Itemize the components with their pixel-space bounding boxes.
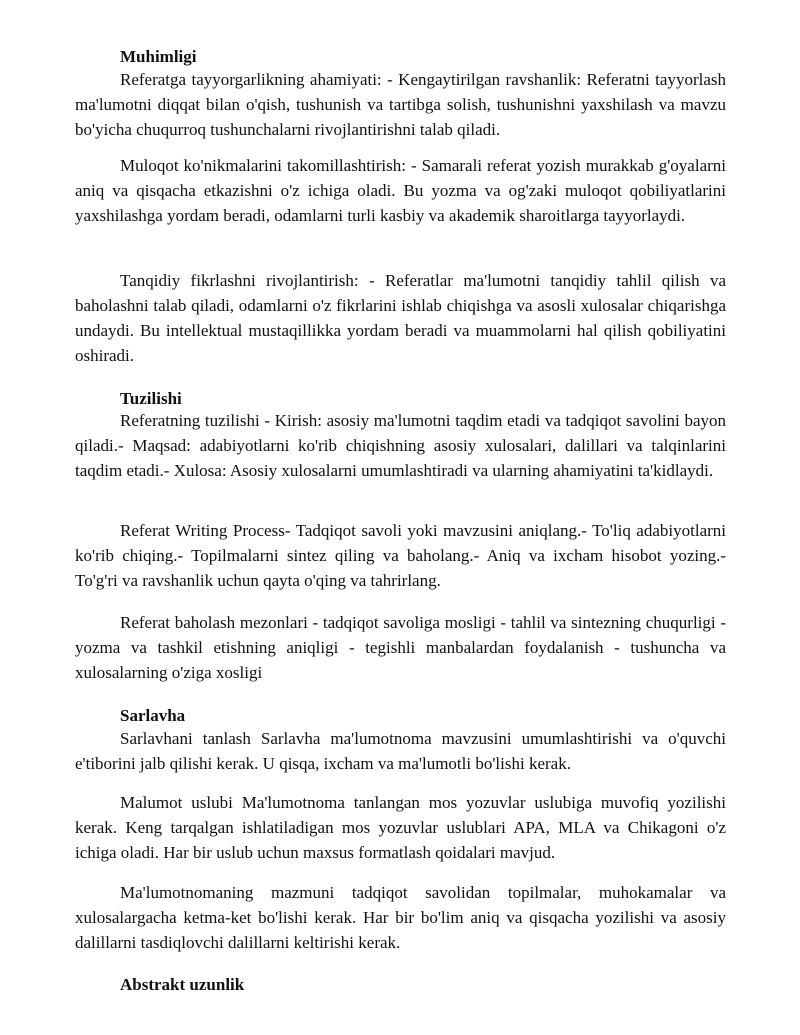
paragraph: Ma'lumotnomaning mazmuni tadqiqot savolidan topilmalar, muhokamalar va xulosalargacha ketma-ket bo'lishi kerak. Har bir bo'lim aniq va qisqacha yozilishi va asosiy dalillarni tasdiqlovchi dalillarni keltirishi kerak. — [75, 883, 726, 952]
heading-muhimligi: Muhimligi — [120, 47, 197, 66]
heading-abstrakt-uzunlik: Abstrakt uzunlik — [120, 975, 245, 994]
paragraph: Referatning tuzilishi - Kirish: asosiy ma'lumotni taqdim etadi va tadqiqot savolini bayon qiladi.- Maqsad: adabiyotlarni ko'rib chiqishning asosiy xulosalari, dalillari va talqinlarini taqdim etadi.- Xulosa: Asosiy xulosalarni umumlashtiradi va ularning ahamiyatini ta'kidlaydi. — [75, 411, 726, 480]
heading-tuzilishi: Tuzilishi — [120, 389, 182, 408]
paragraph: Muloqot ko'nikmalarini takomillashtirish: - Samarali referat yozish murakkab g'oyalarni aniq va qisqacha etkazishni o'z ichiga oladi. Bu yozma va og'zaki muloqot qobiliyatlarini yaxshilashga yordam beradi, odamlarni turli kasbiy va akademik sharoitlarga tayyorlaydi. — [75, 156, 726, 225]
paragraph: Sarlavhani tanlash Sarlavha ma'lumotnoma mavzusini umumlashtirishi va o'quvchi e'tiborini jalb qilishi kerak. U qisqa, ixcham va ma'lumotli bo'lishi kerak. — [75, 729, 726, 773]
paragraph: Referat baholash mezonlari - tadqiqot savoliga mosligi - tahlil va sintezning chuqurligi - yozma va tashkil etishning aniqligi - tegishli manbalardan foydalanish - tushuncha va xulosalarning o'ziga xosligi — [75, 613, 726, 682]
heading-sarlavha: Sarlavha — [120, 706, 186, 725]
paragraph: Malumot uslubi Ma'lumotnoma tanlangan mos yozuvlar uslubiga muvofiq yozilishi kerak. Keng tarqalgan ishlatiladigan mos yozuvlar uslublari APA, MLA va Chikagoni o'z ichiga oladi. Har bir uslub uchun maxsus formatlash qoidalari mavjud. — [75, 793, 726, 862]
paragraph: Referatga tayyorgarlikning ahamiyati: - Kengaytirilgan ravshanlik: Referatni tayyorlash ma'lumotni diqqat bilan o'qish, tushunish va tartibga solish, tushunishni yaxshilash va mavzu bo'yicha chuqurroq tushunchalarni rivojlantirishni talab qiladi. — [75, 70, 726, 139]
paragraph: Referat Writing Process- Tadqiqot savoli yoki mavzusini aniqlang.- To'liq adabiyotlarni ko'rib chiqing.- Topilmalarni sintez qiling va baholang.- Aniq va ixcham hisobot yozing.- To'g'ri va ravshanlik uchun qayta o'qing va tahrirlang. — [75, 521, 726, 590]
paragraph: Tanqidiy fikrlashni rivojlantirish: - Referatlar ma'lumotni tanqidiy tahlil qilish va baholashni talab qiladi, odamlarni o'z fikrlarini ishlab chiqishga va asosli xulosalar chiqarishga undaydi. Bu intellektual mustaqillikka yordam beradi va muammolarni hal qilish qobiliyatini oshiradi. — [75, 271, 726, 365]
